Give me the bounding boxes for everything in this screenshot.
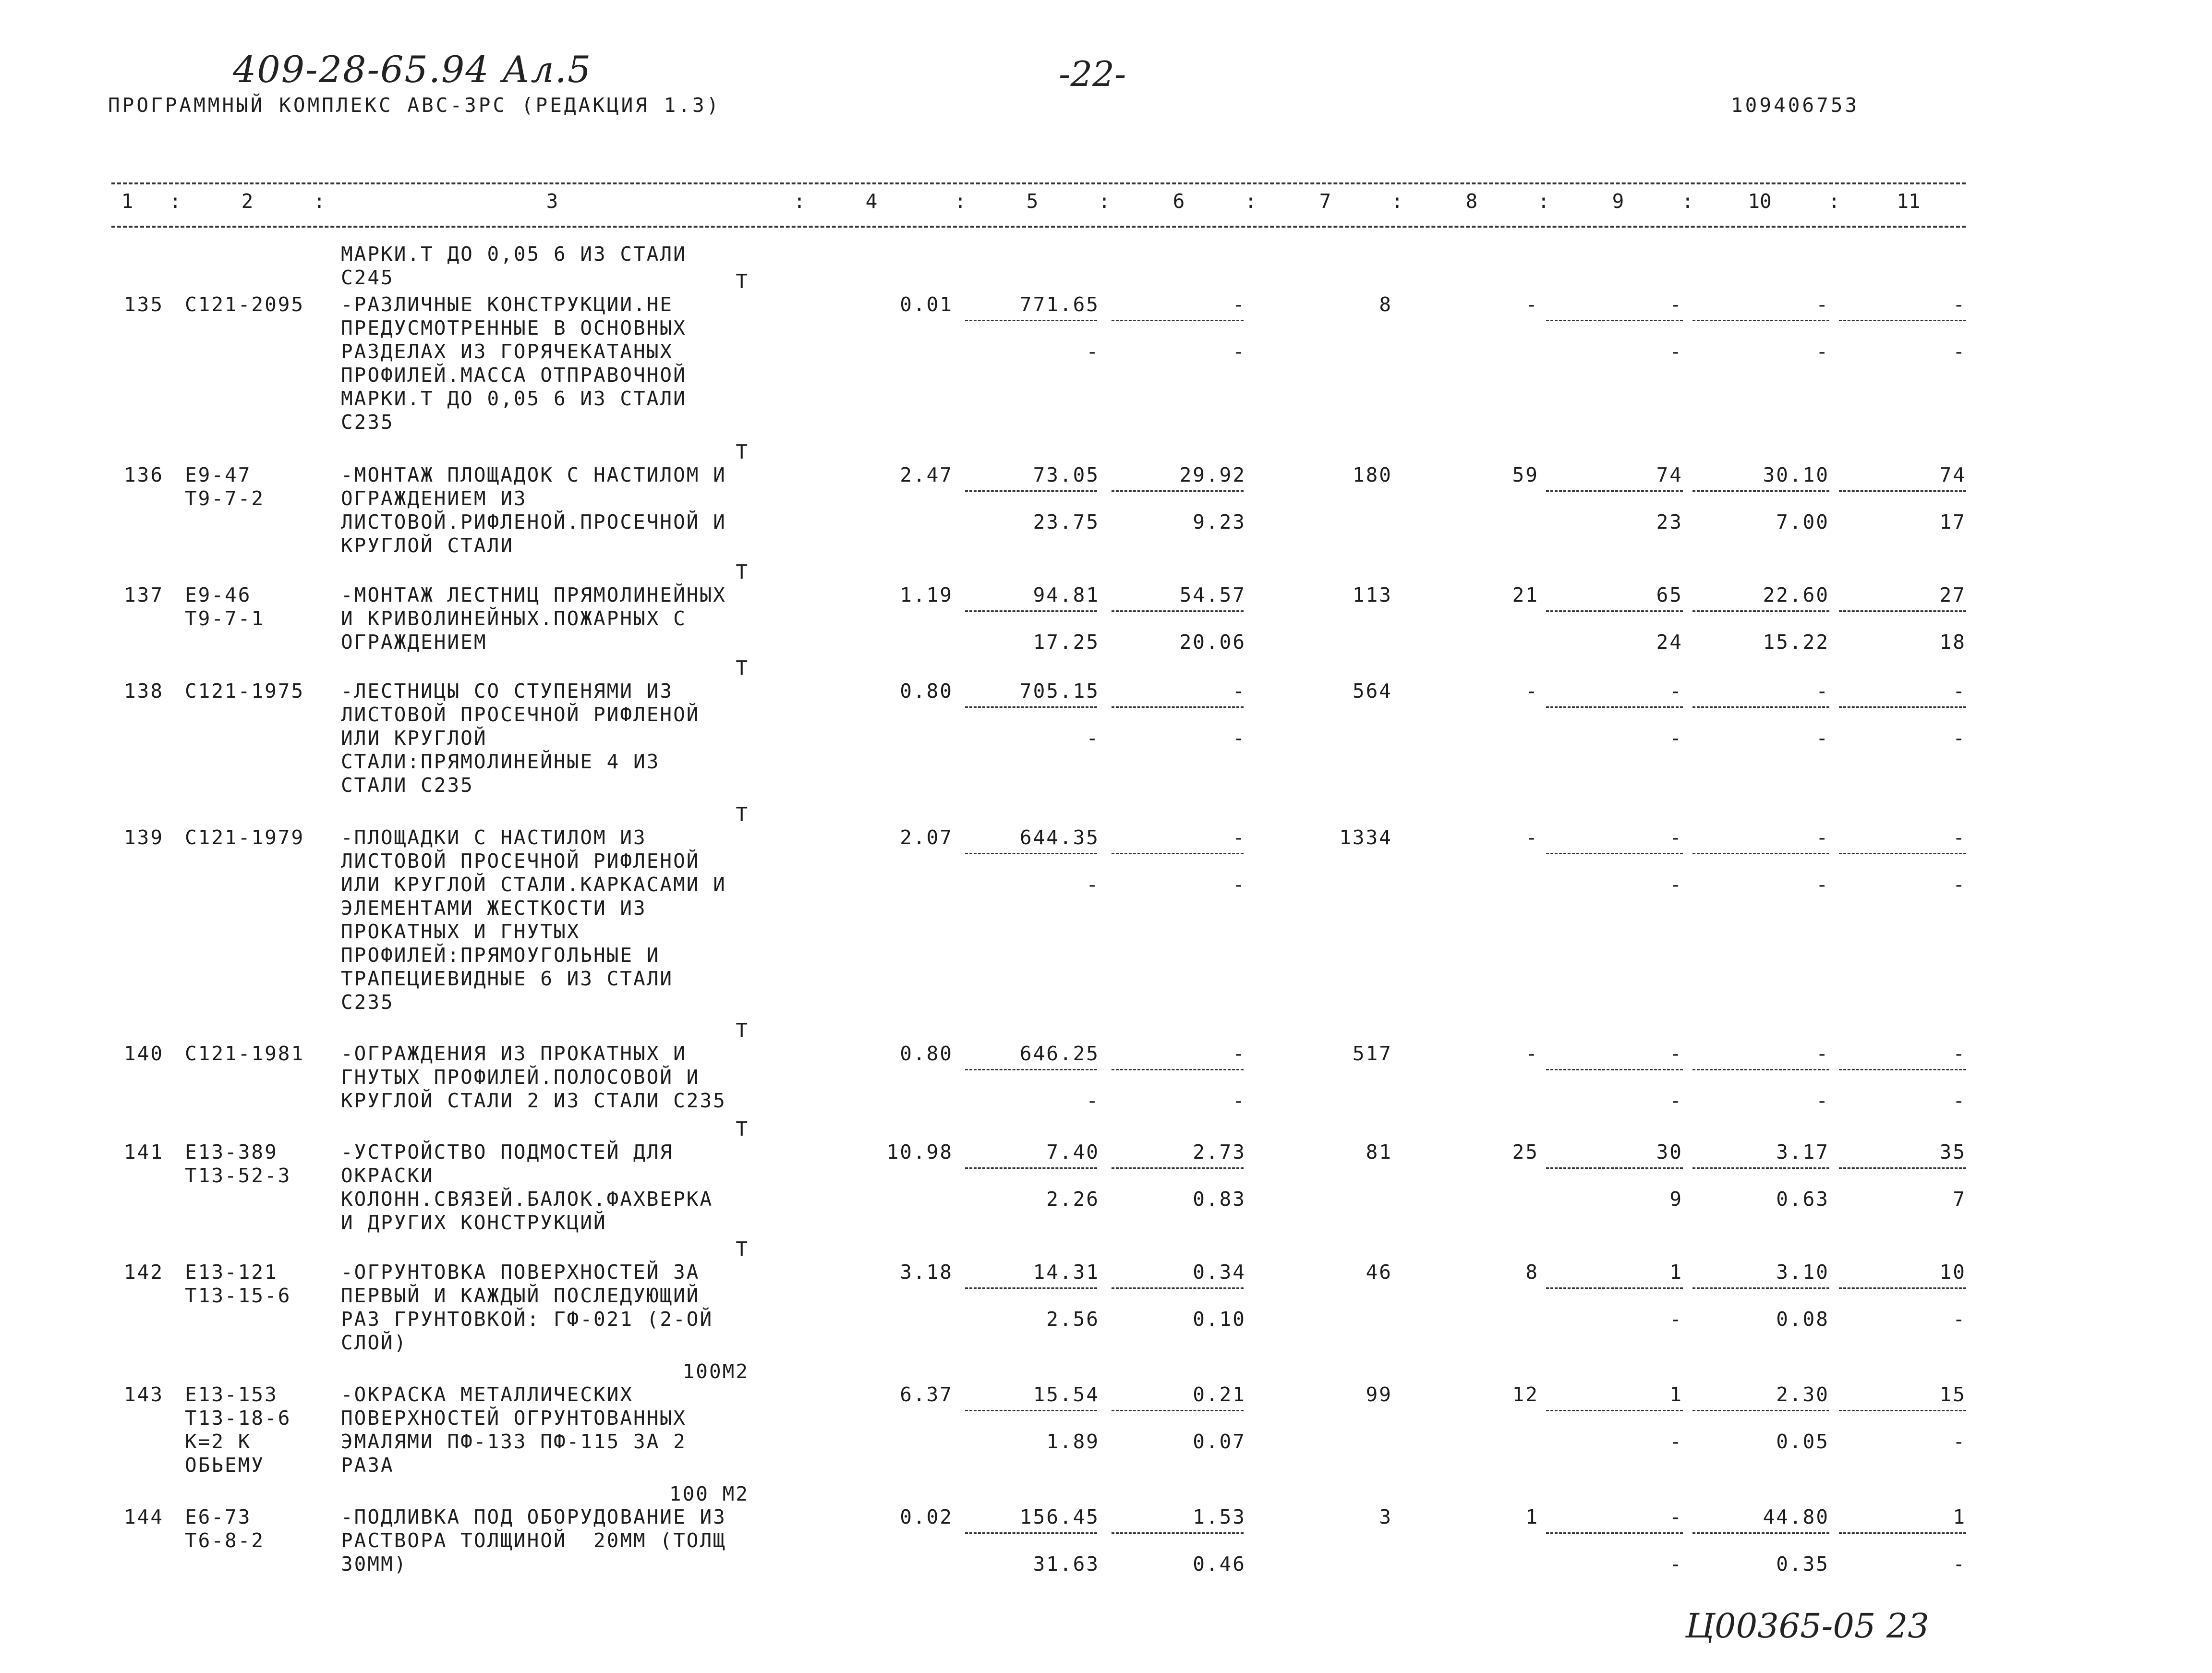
fraction-line xyxy=(965,853,1097,854)
value-c10-lower: 15.22 xyxy=(1763,630,1829,654)
fraction-line xyxy=(1546,706,1683,708)
value-c5: 15.54 xyxy=(1033,1383,1100,1406)
row-unit: Т xyxy=(736,270,749,293)
value-c11-lower: - xyxy=(1953,1430,1966,1453)
fraction-line xyxy=(1692,320,1829,321)
value-c5: 646.25 xyxy=(1019,1042,1100,1065)
value-c8: 21 xyxy=(1512,583,1539,606)
column-header-2: 2 xyxy=(241,190,254,213)
value-c5: 644.35 xyxy=(1019,826,1100,849)
column-separator: : xyxy=(1098,190,1111,213)
fraction-line xyxy=(965,320,1097,321)
column-header-10: 10 xyxy=(1748,190,1772,213)
fraction-line xyxy=(1692,1410,1829,1411)
fraction-line xyxy=(1546,610,1683,612)
column-separator: : xyxy=(1681,190,1694,213)
value-c6-lower: - xyxy=(1233,1089,1246,1112)
fraction-line xyxy=(1112,490,1244,492)
row-number: 139 xyxy=(124,826,164,849)
value-c7: 113 xyxy=(1352,583,1392,606)
row-number: 135 xyxy=(124,293,164,316)
value-c9-lower: - xyxy=(1669,1089,1683,1112)
fraction-line xyxy=(1112,1287,1244,1289)
value-c6-lower: 0.83 xyxy=(1193,1188,1246,1211)
continuation-description: МАРКИ.Т ДО 0,05 6 ИЗ СТАЛИ С245 xyxy=(341,242,687,289)
value-c6-lower: - xyxy=(1233,727,1246,750)
fraction-line xyxy=(1112,320,1244,321)
value-c5-lower: 2.56 xyxy=(1046,1308,1100,1331)
program-title: ПРОГРАММНЫЙ КОМПЛЕКС АВС-3РС (РЕДАКЦИЯ 1.3) xyxy=(108,94,721,117)
value-c8: - xyxy=(1525,826,1539,849)
value-c6: 29.92 xyxy=(1179,463,1246,486)
value-c11: 35 xyxy=(1939,1140,1966,1164)
value-c9: 30 xyxy=(1656,1140,1683,1164)
column-separator: : xyxy=(1828,190,1840,213)
value-c11-lower: 18 xyxy=(1939,630,1966,654)
column-header-6: 6 xyxy=(1172,190,1185,213)
value-c10: 2.30 xyxy=(1776,1383,1829,1406)
value-c11-lower: - xyxy=(1953,340,1966,363)
value-c10-lower: 0.63 xyxy=(1776,1188,1829,1211)
value-c9: 1 xyxy=(1669,1383,1683,1406)
fraction-line xyxy=(1692,1532,1829,1534)
value-c6: - xyxy=(1233,679,1246,703)
value-c6: - xyxy=(1233,826,1246,849)
value-c10-lower: 0.05 xyxy=(1776,1430,1829,1453)
value-c11-lower: - xyxy=(1953,1308,1966,1331)
row-number: 143 xyxy=(124,1383,164,1406)
column-separator: : xyxy=(1391,190,1403,213)
fraction-line xyxy=(965,1069,1097,1070)
value-c5: 94.81 xyxy=(1033,583,1100,606)
fraction-line xyxy=(1692,1167,1829,1169)
value-c5-lower: - xyxy=(1086,727,1100,750)
value-c11: 10 xyxy=(1939,1261,1966,1284)
value-c9-lower: 24 xyxy=(1656,630,1683,654)
document-code: 409-28-65.94 Ал.5 xyxy=(233,48,592,91)
value-c6-lower: 9.23 xyxy=(1193,510,1246,533)
value-c8: - xyxy=(1525,293,1539,316)
archive-stamp: Ц00365-05 23 xyxy=(1685,1606,1929,1646)
fraction-line xyxy=(1839,853,1966,854)
fraction-line xyxy=(965,490,1097,492)
value-c4: 0.02 xyxy=(900,1505,953,1528)
fraction-line xyxy=(1546,1410,1683,1411)
row-unit: Т xyxy=(736,1019,749,1042)
value-c5: 14.31 xyxy=(1033,1261,1100,1284)
value-c10: - xyxy=(1816,679,1829,703)
row-number: 136 xyxy=(124,463,164,486)
value-c10: 3.17 xyxy=(1776,1140,1829,1164)
value-c11: 1 xyxy=(1953,1505,1966,1528)
value-c11: - xyxy=(1953,679,1966,703)
column-header-11: 11 xyxy=(1897,190,1921,213)
column-header-5: 5 xyxy=(1026,190,1039,213)
value-c9: - xyxy=(1669,293,1683,316)
fraction-line xyxy=(1692,706,1829,708)
fraction-line xyxy=(1546,1167,1683,1169)
value-c4: 6.37 xyxy=(900,1383,953,1406)
column-separator: : xyxy=(313,190,326,213)
fraction-line xyxy=(1839,610,1966,612)
row-description: -УСТРОЙСТВО ПОДМОСТЕЙ ДЛЯ ОКРАСКИ КОЛОНН.СВЯЗЕЙ.БАЛОК.ФАХВЕРКА И ДРУГИХ КОНСТРУКЦИЙ xyxy=(341,1140,713,1234)
fraction-line xyxy=(1546,1532,1683,1534)
row-code: Е9-47 Т9-7-2 xyxy=(185,463,265,510)
value-c11-lower: - xyxy=(1953,1089,1966,1112)
fraction-line xyxy=(1112,1069,1244,1070)
value-c9-lower: 23 xyxy=(1656,510,1683,533)
row-unit: Т xyxy=(736,656,749,679)
value-c11: - xyxy=(1953,826,1966,849)
value-c9-lower: - xyxy=(1669,727,1683,750)
value-c10: 22.60 xyxy=(1763,583,1829,606)
value-c10-lower: - xyxy=(1816,727,1829,750)
fraction-line xyxy=(1839,490,1966,492)
column-separator: : xyxy=(169,190,181,213)
value-c9: 65 xyxy=(1656,583,1683,606)
row-unit: 100М2 xyxy=(682,1360,749,1383)
row-unit: Т xyxy=(736,1237,749,1261)
fraction-line xyxy=(1839,1069,1966,1070)
fraction-line xyxy=(965,706,1097,708)
value-c4: 3.18 xyxy=(900,1261,953,1284)
row-description: -ПОДЛИВКА ПОД ОБОРУДОВАНИЕ ИЗ РАСТВОРА ТОЛЩИНОЙ 20ММ (ТОЛЩ 30ММ) xyxy=(341,1505,726,1576)
value-c6-lower: - xyxy=(1233,340,1246,363)
row-code: Е13-121 Т13-15-6 xyxy=(185,1261,291,1307)
value-c10: - xyxy=(1816,293,1829,316)
value-c6: - xyxy=(1233,1042,1246,1065)
fraction-line xyxy=(965,1287,1097,1289)
value-c6: 2.73 xyxy=(1193,1140,1246,1164)
value-c5-lower: - xyxy=(1086,1089,1100,1112)
fraction-line xyxy=(1546,1287,1683,1289)
row-number: 138 xyxy=(124,679,164,703)
row-description: -ОГРАЖДЕНИЯ ИЗ ПРОКАТНЫХ И ГНУТЫХ ПРОФИЛЕЙ.ПОЛОСОВОЙ И КРУГЛОЙ СТАЛИ 2 ИЗ СТАЛИ С235 xyxy=(341,1042,726,1112)
value-c6: - xyxy=(1233,293,1246,316)
fraction-line xyxy=(1692,610,1829,612)
value-c9: - xyxy=(1669,1505,1683,1528)
row-code: Е13-153 Т13-18-6 К=2 К ОБЬЕМУ xyxy=(185,1383,291,1477)
row-description: -ЛЕСТНИЦЫ СО СТУПЕНЯМИ ИЗ ЛИСТОВОЙ ПРОСЕЧНОЙ РИФЛЕНОЙ ИЛИ КРУГЛОЙ СТАЛИ:ПРЯМОЛИНЕЙНЫЕ 4 ИЗ СТАЛИ С235 xyxy=(341,679,700,797)
fraction-line xyxy=(1112,1167,1244,1169)
value-c10: 44.80 xyxy=(1763,1505,1829,1528)
value-c6: 0.34 xyxy=(1193,1261,1246,1284)
fraction-line xyxy=(1112,853,1244,854)
row-number: 140 xyxy=(124,1042,164,1065)
value-c4: 2.47 xyxy=(900,463,953,486)
fraction-line xyxy=(1839,320,1966,321)
value-c5: 7.40 xyxy=(1046,1140,1100,1164)
row-number: 144 xyxy=(124,1505,164,1528)
fraction-line xyxy=(965,1532,1097,1534)
value-c4: 0.80 xyxy=(900,679,953,703)
fraction-line xyxy=(1839,1287,1966,1289)
value-c8: 8 xyxy=(1525,1261,1539,1284)
row-unit: Т xyxy=(736,803,749,826)
page-number: -22- xyxy=(1059,54,1126,94)
value-c9-lower: - xyxy=(1669,1552,1683,1576)
column-header-3: 3 xyxy=(546,190,558,213)
value-c7: 3 xyxy=(1379,1505,1392,1528)
value-c7: 517 xyxy=(1352,1042,1392,1065)
column-separator: : xyxy=(954,190,967,213)
value-c6: 54.57 xyxy=(1179,583,1246,606)
value-c9: - xyxy=(1669,679,1683,703)
row-description: -ОКРАСКА МЕТАЛЛИЧЕСКИХ ПОВЕРХНОСТЕЙ ОГРУНТОВАННЫХ ЭМАЛЯМИ ПФ-133 ПФ-115 ЗА 2 РАЗА xyxy=(341,1383,687,1477)
value-c6-lower: 0.10 xyxy=(1193,1308,1246,1331)
fraction-line xyxy=(965,610,1097,612)
fraction-line xyxy=(1692,1287,1829,1289)
value-c8: 12 xyxy=(1512,1383,1539,1406)
value-c11: - xyxy=(1953,1042,1966,1065)
value-c8: 59 xyxy=(1512,463,1539,486)
value-c4: 0.01 xyxy=(900,293,953,316)
value-c10-lower: - xyxy=(1816,873,1829,896)
value-c6-lower: - xyxy=(1233,873,1246,896)
value-c8: - xyxy=(1525,1042,1539,1065)
value-c9-lower: 9 xyxy=(1669,1188,1683,1211)
value-c9-lower: - xyxy=(1669,340,1683,363)
value-c10-lower: 0.35 xyxy=(1776,1552,1829,1576)
row-description: -МОНТАЖ ЛЕСТНИЦ ПРЯМОЛИНЕЙНЫХ И КРИВОЛИНЕЙНЫХ.ПОЖАРНЫХ С ОГРАЖДЕНИЕМ xyxy=(341,583,726,654)
value-c5-lower: - xyxy=(1086,340,1100,363)
value-c5-lower: - xyxy=(1086,873,1100,896)
row-code: Е6-73 Т6-8-2 xyxy=(185,1505,265,1552)
row-unit: Т xyxy=(736,1117,749,1140)
value-c10-lower: 7.00 xyxy=(1776,510,1829,533)
row-unit: Т xyxy=(736,440,749,463)
fraction-line xyxy=(965,1167,1097,1169)
fraction-line xyxy=(1546,320,1683,321)
value-c5-lower: 2.26 xyxy=(1046,1188,1100,1211)
value-c11: 74 xyxy=(1939,463,1966,486)
value-c6-lower: 20.06 xyxy=(1179,630,1246,654)
value-c6-lower: 0.46 xyxy=(1193,1552,1246,1576)
row-number: 137 xyxy=(124,583,164,606)
value-c11: 15 xyxy=(1939,1383,1966,1406)
column-header-7: 7 xyxy=(1319,190,1331,213)
value-c6: 1.53 xyxy=(1193,1505,1246,1528)
row-code: С121-1979 xyxy=(185,826,305,849)
row-code: Е13-389 Т13-52-3 xyxy=(185,1140,291,1187)
value-c4: 1.19 xyxy=(900,583,953,606)
value-c7: 1334 xyxy=(1339,826,1392,849)
value-c10-lower: 0.08 xyxy=(1776,1308,1829,1331)
row-code: С121-1981 xyxy=(185,1042,305,1065)
column-separator: : xyxy=(1245,190,1257,213)
value-c9-lower: - xyxy=(1669,1430,1683,1453)
value-c4: 0.80 xyxy=(900,1042,953,1065)
fraction-line xyxy=(1112,706,1244,708)
row-description: -ПЛОЩАДКИ С НАСТИЛОМ ИЗ ЛИСТОВОЙ ПРОСЕЧНОЙ РИФЛЕНОЙ ИЛИ КРУГЛОЙ СТАЛИ.КАРКАСАМИ И ЭЛЕМЕНТАМИ ЖЕСТКОСТИ ИЗ ПРОКАТНЫХ И ГНУТЫХ ПРОФИЛЕЙ:ПРЯМОУГОЛЬНЫЕ И ТРАПЕЦИЕВИДНЫЕ 6 ИЗ СТАЛИ С235 xyxy=(341,826,726,1014)
document-number: 109406753 xyxy=(1731,94,1860,117)
column-header-8: 8 xyxy=(1465,190,1478,213)
value-c5-lower: 1.89 xyxy=(1046,1430,1100,1453)
value-c10-lower: - xyxy=(1816,340,1829,363)
fraction-line xyxy=(1112,610,1244,612)
fraction-line xyxy=(1692,490,1829,492)
value-c7: 564 xyxy=(1352,679,1392,703)
value-c4: 2.07 xyxy=(900,826,953,849)
row-unit: Т xyxy=(736,560,749,583)
value-c11: - xyxy=(1953,293,1966,316)
value-c5-lower: 17.25 xyxy=(1033,630,1100,654)
fraction-line xyxy=(1692,1069,1829,1070)
value-c10: 3.10 xyxy=(1776,1261,1829,1284)
fraction-line xyxy=(1839,706,1966,708)
column-header-4: 4 xyxy=(865,190,878,213)
row-code: С121-2095 xyxy=(185,293,305,316)
value-c9: - xyxy=(1669,826,1683,849)
column-header-1: 1 xyxy=(121,190,133,213)
fraction-line xyxy=(965,1410,1097,1411)
fraction-line xyxy=(1546,853,1683,854)
row-number: 141 xyxy=(124,1140,164,1164)
value-c6-lower: 0.07 xyxy=(1193,1430,1246,1453)
column-separator: : xyxy=(1537,190,1550,213)
value-c11-lower: - xyxy=(1953,727,1966,750)
column-separator: : xyxy=(793,190,806,213)
fraction-line xyxy=(1692,853,1829,854)
row-number: 142 xyxy=(124,1261,164,1284)
value-c9: 74 xyxy=(1656,463,1683,486)
value-c8: 25 xyxy=(1512,1140,1539,1164)
fraction-line xyxy=(1546,1069,1683,1070)
value-c5: 73.05 xyxy=(1033,463,1100,486)
fraction-line xyxy=(1112,1410,1244,1411)
value-c8: - xyxy=(1525,679,1539,703)
value-c7: 180 xyxy=(1352,463,1392,486)
row-code: С121-1975 xyxy=(185,679,305,703)
value-c11: 27 xyxy=(1939,583,1966,606)
value-c11-lower: 7 xyxy=(1953,1188,1966,1211)
row-unit: 100 М2 xyxy=(669,1482,749,1505)
value-c7: 81 xyxy=(1366,1140,1392,1164)
row-code: Е9-46 Т9-7-1 xyxy=(185,583,265,630)
value-c9: - xyxy=(1669,1042,1683,1065)
row-description: -ОГРУНТОВКА ПОВЕРХНОСТЕЙ ЗА ПЕРВЫЙ И КАЖДЫЙ ПОСЛЕДУЮЩИЙ РАЗ ГРУНТОВКОЙ: ГФ-021 (2-ОЙ СЛОЙ) xyxy=(341,1261,713,1354)
fraction-line xyxy=(1546,490,1683,492)
value-c7: 99 xyxy=(1366,1383,1392,1406)
value-c7: 8 xyxy=(1379,293,1392,316)
value-c5: 156.45 xyxy=(1019,1505,1100,1528)
column-header-9: 9 xyxy=(1612,190,1624,213)
value-c10: - xyxy=(1816,826,1829,849)
row-description: -МОНТАЖ ПЛОЩАДОК С НАСТИЛОМ И ОГРАЖДЕНИЕМ ИЗ ЛИСТОВОЙ.РИФЛЕНОЙ.ПРОСЕЧНОЙ И КРУГЛОЙ СТАЛИ xyxy=(341,463,726,557)
value-c10-lower: - xyxy=(1816,1089,1829,1112)
value-c5-lower: 31.63 xyxy=(1033,1552,1100,1576)
value-c5: 705.15 xyxy=(1019,679,1100,703)
fraction-line xyxy=(1112,1532,1244,1534)
value-c7: 46 xyxy=(1366,1261,1392,1284)
value-c9-lower: - xyxy=(1669,1308,1683,1331)
value-c11-lower: - xyxy=(1953,873,1966,896)
fraction-line xyxy=(1839,1167,1966,1169)
value-c4: 10.98 xyxy=(886,1140,953,1164)
value-c5-lower: 23.75 xyxy=(1033,510,1100,533)
value-c9-lower: - xyxy=(1669,873,1683,896)
value-c10: - xyxy=(1816,1042,1829,1065)
fraction-line xyxy=(1839,1410,1966,1411)
value-c9: 1 xyxy=(1669,1261,1683,1284)
value-c11-lower: - xyxy=(1953,1552,1966,1576)
value-c6: 0.21 xyxy=(1193,1383,1246,1406)
value-c10: 30.10 xyxy=(1763,463,1829,486)
value-c5: 771.65 xyxy=(1019,293,1100,316)
row-description: -РАЗЛИЧНЫЕ КОНСТРУКЦИИ.НЕ ПРЕДУСМОТРЕННЫЕ В ОСНОВНЫХ РАЗДЕЛАХ ИЗ ГОРЯЧЕКАТАНЫХ ПРОФИЛЕЙ.МАССА ОТПРАВОЧНОЙ МАРКИ.Т ДО 0,05 6 ИЗ СТАЛИ С235 xyxy=(341,293,687,434)
fraction-line xyxy=(1839,1532,1966,1534)
value-c8: 1 xyxy=(1525,1505,1539,1528)
value-c11-lower: 17 xyxy=(1939,510,1966,533)
